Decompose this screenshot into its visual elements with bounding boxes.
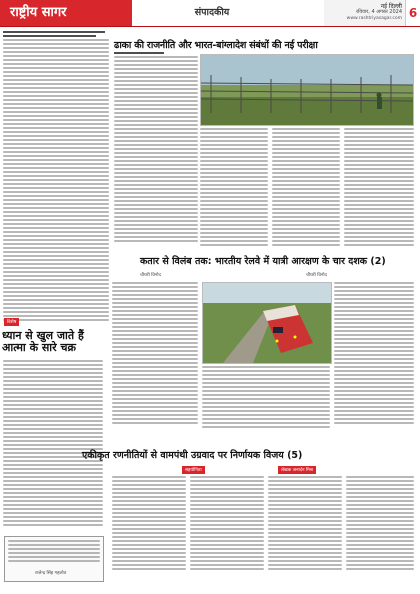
header-rule — [0, 26, 420, 27]
left-column-text — [3, 31, 109, 323]
left-author: राजेन्द्र सिंह गहलोत — [35, 571, 67, 576]
bottom-tag-b: लेखक जनार्दन मिश्र — [278, 466, 316, 474]
top-article-col-3 — [272, 128, 340, 250]
feature-tag: विशेष — [4, 318, 19, 326]
page-number: 6 — [405, 0, 420, 26]
top-article-col-2 — [200, 128, 268, 250]
headline-top: ढाका की राजनीति और भारत-बांग्लादेश संबंधों की नई परीक्षा — [114, 40, 318, 51]
section-title: संपादकीय — [194, 7, 230, 18]
bottom-tag-a: सहयोगिता — [182, 466, 205, 474]
date: रविवार, 4 अगस्त 2024 — [356, 9, 402, 15]
masthead: राष्ट्रीय सागर — [0, 0, 132, 26]
train-photo — [202, 282, 332, 364]
website: www.rashtriyasagar.com — [346, 16, 402, 21]
author-box — [4, 536, 104, 582]
bottom-col-1 — [112, 476, 186, 580]
feature-heading: ध्यान से खुल जाते हैं आत्मा के सारे चक्र — [2, 329, 84, 354]
top-article-col-4 — [344, 128, 414, 250]
border-fence-photo — [200, 54, 414, 126]
top-article-col-1 — [114, 52, 198, 248]
byline-middle-a: चौधरी विनोद — [140, 273, 161, 278]
byline-middle-b: चौधरी विनोद — [306, 273, 327, 278]
bottom-col-4 — [346, 476, 414, 580]
city: नई दिल्ली — [380, 3, 402, 10]
middle-col-2 — [202, 366, 330, 436]
headline-middle: कतार से विलंब तक: भारतीय रेलवे में यात्री आरक्षण के चार दशक (2) — [140, 256, 386, 267]
bottom-col-2 — [190, 476, 264, 580]
headline-bottom: एकीकृत रणनीतियों से वामपंथी उग्रवाद पर निर्णायक विजय (5) — [82, 450, 303, 461]
bottom-col-3 — [268, 476, 342, 580]
feature-text — [3, 360, 103, 532]
page-header — [0, 0, 420, 26]
middle-col-3 — [334, 282, 414, 436]
middle-col-1 — [112, 282, 198, 432]
